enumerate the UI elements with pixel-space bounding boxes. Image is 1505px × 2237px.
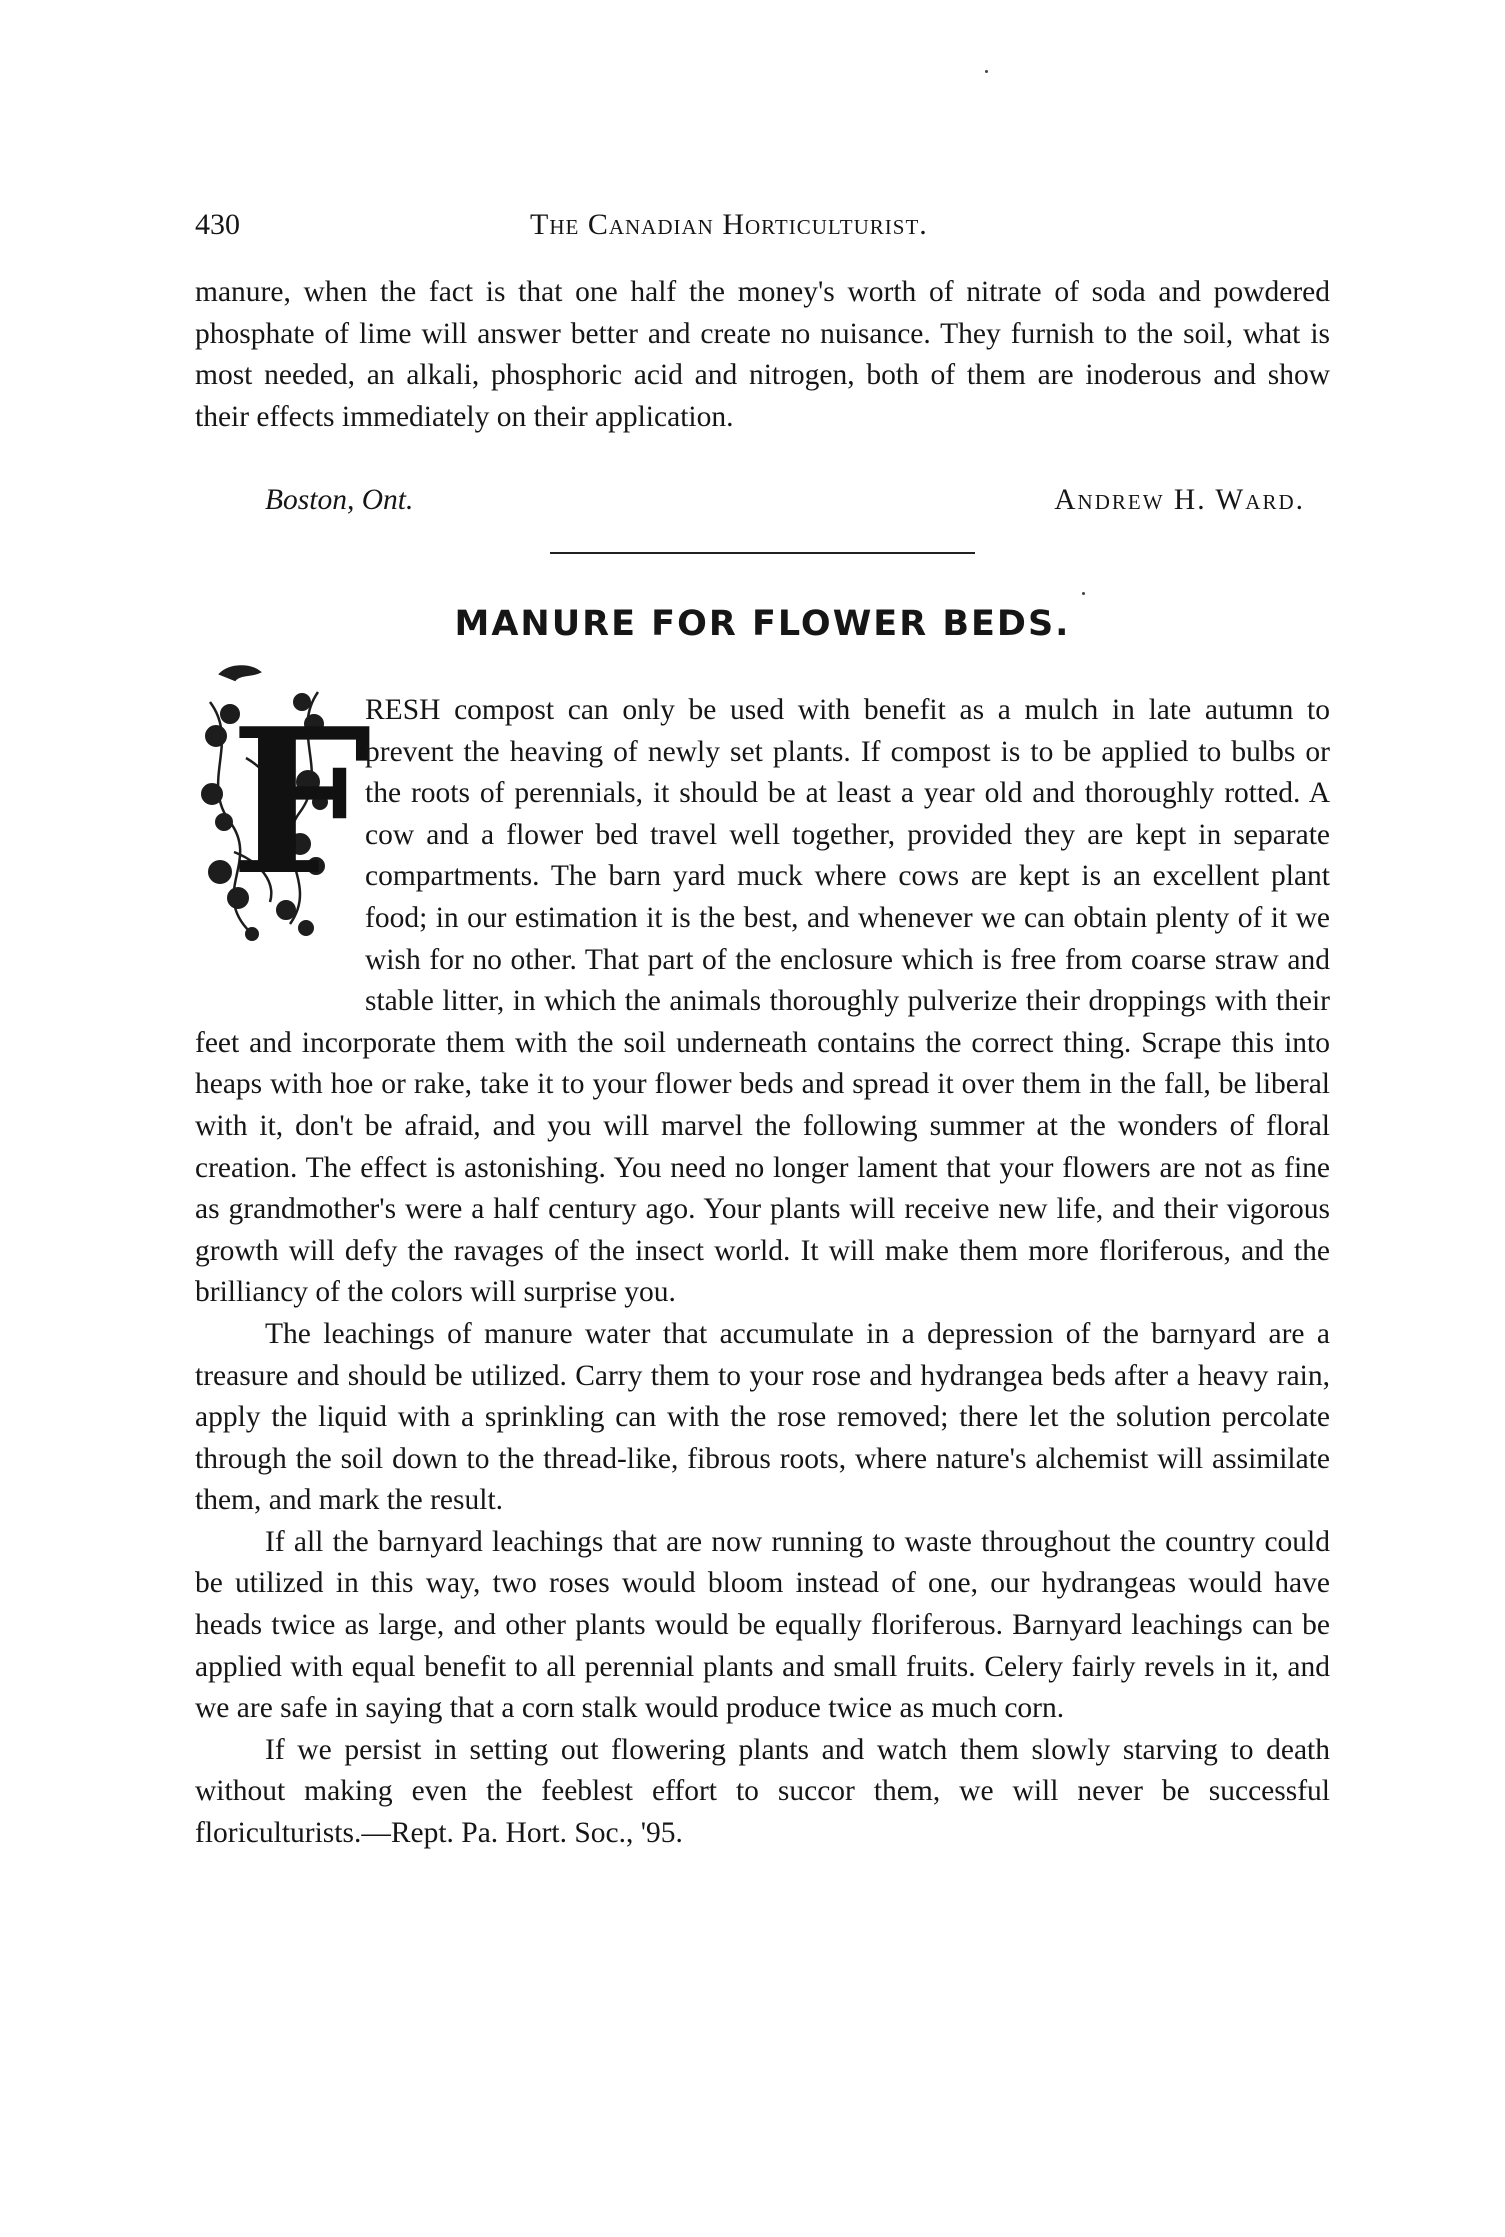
previous-article-closing-paragraph: manure, when the fact is that one half the money's worth of nitrate of soda and powdered phosphate of lime will answer better and create no nuisance. They furnish to the soil, what is most needed, an alkali, phosphoric acid and nitrogen, both of them are inoderous and show their effects immediately on their application. xyxy=(195,276,1330,433)
page-number: 430 xyxy=(195,208,240,241)
print-speck xyxy=(1082,592,1085,595)
svg-text:F: F xyxy=(230,685,372,920)
article-title: MANURE FOR FLOWER BEDS. xyxy=(454,604,1071,644)
article-paragraph: If all the barnyard leachings that are now running to waste throughout the country could be utilized in this way, two roses would bloom instead of one, our hydrangeas would have heads twice as large, and other plants would be equally floriferous. Barnyard leachings can be applied with equal benefit to all perennial plants and small fruits. Celery fairly revels in it, and we are safe in saying that a corn stalk would produce twice as much corn. xyxy=(195,1525,1330,1725)
print-speck xyxy=(985,70,988,73)
signature-line xyxy=(195,484,1305,524)
article-paragraph: If we persist in setting out flowering plants and watch them slowly starving to death without making even the feeblest effort to succor them, we will never be successful floriculturists.—Rept. Pa. Hort. Soc., '95. xyxy=(195,1733,1330,1850)
running-head xyxy=(195,208,1330,248)
article-paragraph: RESH compost can only be used with benefit as a mulch in late autumn to prevent the heaving of newly set plants. If compost is to be applied to bulbs or the roots of perennials, it should be at least a year old and thoroughly rotted. A cow and a flower bed travel well together, provided they are kept in separate compartments. The barn yard muck where cows are kept is an excellent plant food; in our estimation it is the best, and whenever we can obtain plenty of it we wish for no other. That part of the enclosure which is free from coarse straw and stable litter, in which the animals thoroughly pulverize their droppings with their feet and incorporate them with the soil underneath contains the correct thing. Scrape this into heaps with hoe or rake, take it to your flower beds and spread it over them in the fall, be liberal with it, don't be afraid, and you will marvel the following summer at the wonders of floral creation. The effect is astonishing. You need no longer lament that your flowers are not as fine as grandmother's were a half century ago. Your plants will receive new life, and their vigorous growth will defy the ravages of the insect world. It will make them more floriferous, and the brilliancy of the colors will surprise you. xyxy=(195,694,1330,1309)
journal-title: The Canadian Horticulturist. xyxy=(530,208,928,241)
signature-author: Andrew H. Ward. xyxy=(1054,484,1305,516)
article-paragraph: The leachings of manure water that accumulate in a depression of the barnyard are a treasure and should be utilized. Carry them to your rose and hydrangea beds after a heavy rain, apply the liquid with a sprinkling can with the rose removed; there let the solution percolate through the soil down to the thread-like, fibrous roots, where nature's alchemist will assimilate them, and mark the result. xyxy=(195,1317,1330,1517)
article-body xyxy=(195,690,1330,1855)
section-divider xyxy=(550,552,975,554)
drop-cap-space xyxy=(195,690,365,985)
signature-place: Boston, Ont. xyxy=(265,484,414,516)
